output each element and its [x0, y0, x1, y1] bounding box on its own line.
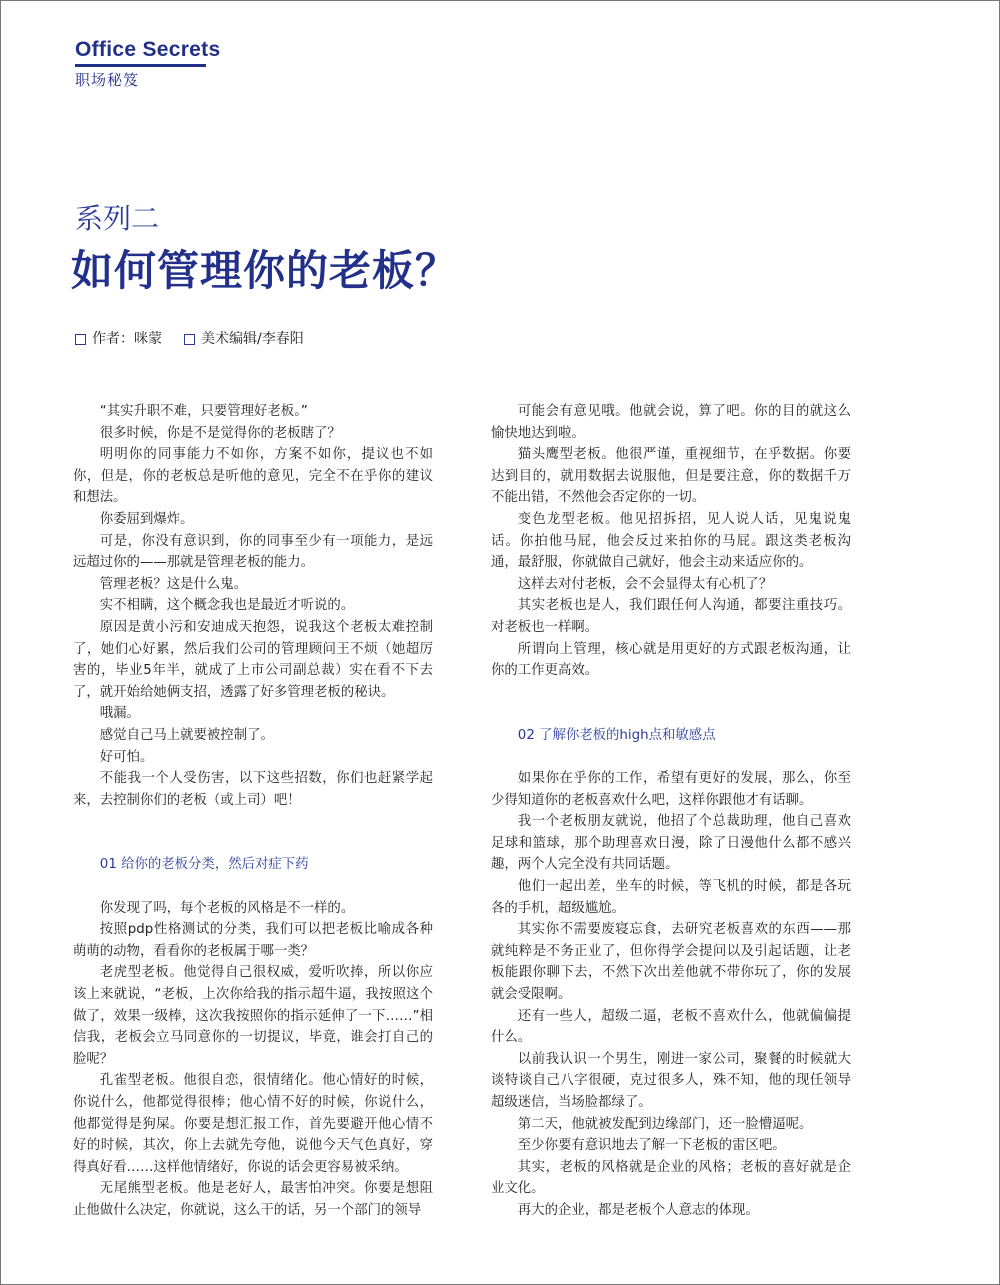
checkbox-square-icon: [184, 334, 195, 345]
paragraph: 其实你不需要废寝忘食，去研究老板喜欢的东西——那就纯粹是不务正业了，但你得学会提问以及引起话题，让老板能跟你聊下去，不然下次出差他就不带你玩了，你的发展就会受限啊。: [491, 922, 851, 1003]
paragraph: 以前我认识一个男生，刚进一家公司，聚餐的时候就大谈特谈自己八字很硬，克过很多人，殊不知，他的现任领导超级迷信，当场脸都绿了。: [491, 1051, 851, 1110]
brand-english: Office Secrets: [75, 38, 221, 61]
paragraph: 所谓向上管理，核心就是用更好的方式跟老板沟通，让你的工作更高效。: [491, 641, 851, 679]
paragraph: 明明你的同事能力不如你，方案不如你，提议也不如你，但是，你的老板总是听他的意见，完全不在乎你的建议和想法。: [73, 447, 433, 506]
series-label: 系列二: [75, 202, 160, 235]
paragraph: 变色龙型老板。他见招拆招，见人说人话，见鬼说鬼话。你拍他马屁，他会反过来拍你的马屁。跟这类老板沟通，最舒服，你就做自己就好，他会主动来适应你的。: [491, 511, 851, 571]
paragraph: 感觉自己马上就要被控制了。: [99, 727, 274, 743]
brand-underline: [75, 64, 206, 67]
paragraph: 这样去对付老板，会不会显得太有心机了？: [517, 576, 773, 592]
paragraph: 我一个老板朋友就说，他招了个总裁助理，他自己喜欢足球和篮球，那个助理喜欢日漫，除了日漫他什么都不感兴趣，两个人完全没有共同话题。: [491, 814, 851, 873]
editor-credit: 美术编辑/李春阳: [201, 331, 304, 347]
paragraph: 你发现了吗，每个老板的风格是不一样的。: [99, 900, 355, 916]
paragraph: 如果你在乎你的工作，希望有更好的发展，那么，你至少得知道你的老板喜欢什么吧，这样你跟他才有话聊。: [491, 771, 851, 808]
paragraph: 好可怕。: [99, 749, 154, 765]
paragraph: 很多时候，你是不是觉得你的老板瞎了？: [99, 425, 341, 441]
paragraph: 第二天，他就被发配到边缘部门，还一脸懵逼呢。: [517, 1116, 813, 1132]
paragraph: 可是，你没有意识到，你的同事至少有一项能力，是远远超过你的——那就是管理老板的能力。: [73, 533, 433, 571]
paragraph: 管理老板？这是什么鬼。: [99, 576, 248, 592]
paragraph: 哦漏。: [99, 706, 140, 722]
author-credit: 作者：咪蒙: [92, 331, 162, 347]
paragraph: 其实，老板的风格就是企业的风格；老板的喜好就是企业文化。: [491, 1159, 851, 1197]
article-title: 如何管理你的老板？: [71, 246, 459, 295]
section-heading-01: 01 给你的老板分类，然后对症下药: [99, 857, 309, 873]
paragraph: 猫头鹰型老板。他很严谨，重视细节，在乎数据。你要达到目的，就用数据去说服他，但是要注意，你的数据千万不能出错，不然他会否定你的一切。: [491, 447, 851, 506]
paragraph: 老虎型老板。他觉得自己很权威，爱听吹捧，所以你应该上来就说，“老板，上次你给我的指示超牛逼，我按照这个做了，效果一级棒，这次我按照你的指示延伸了一下……”相信我，老板会立马同意你的一切提议，毕竟，谁会打自己的脸呢？: [73, 965, 433, 1067]
byline: [75, 329, 304, 349]
paragraph: 再大的企业，都是老板个人意志的体现。: [517, 1202, 759, 1218]
paragraph: 按照pdp性格测试的分类，我们可以把老板比喻成各种萌萌的动物，看看你的老板属于哪一类？: [73, 922, 433, 959]
paragraph: 他们一起出差，坐车的时候，等飞机的时候，都是各玩各的手机，超级尴尬。: [491, 879, 851, 916]
brand-chinese: 职场秘笈: [75, 71, 140, 89]
paragraph: 原因是黄小污和安迪成天抱怨，说我这个老板太难控制了，她们心好累，然后我们公司的管理顾问王不烦（她超厉害的，毕业5年半，就成了上市公司副总裁）实在看不下去了，就开始给她俩支招，透露了好多管理老板的秘诀。: [73, 619, 433, 700]
paragraph: 你委屈到爆炸。: [99, 511, 194, 527]
checkbox-square-icon: [75, 334, 86, 345]
paragraph: 其实老板也是人，我们跟任何人沟通，都要注重技巧。对老板也一样啊。: [491, 598, 851, 635]
right-column: [491, 401, 851, 1222]
column-header: [75, 37, 220, 90]
section-heading-02: 02 了解你老板的high点和敏感点: [517, 727, 716, 743]
paragraph: 实不相瞒，这个概念我也是最近才听说的。: [99, 598, 355, 614]
paragraph: 可能会有意见哦。他就会说，算了吧。你的目的就这么愉快地达到啦。: [491, 404, 851, 441]
paragraph: 还有一些人，超级二逼，老板不喜欢什么，他就偏偏提什么。: [491, 1008, 851, 1046]
left-column: [73, 401, 433, 1222]
paragraph: 至少你要有意识地去了解一下老板的雷区吧。: [517, 1138, 786, 1154]
paragraph: 孔雀型老板。他很自恋，很情绪化。他心情好的时候，你说什么，他都觉得很棒；他心情不好的时候，你说什么，他都觉得是狗屎。你要是想汇报工作，首先要避开他心情不好的时候，其次，你上去就先夸他，说他今天气色真好，穿得真好看……这样他情绪好，你说的话会更容易被采纳。: [73, 1073, 433, 1175]
paragraph: 无尾熊型老板。他是老好人，最害怕冲突。你要是想阻止他做什么决定，你就说，这么干的话，另一个部门的领导: [73, 1181, 433, 1218]
paragraph: 不能我一个人受伤害，以下这些招数，你们也赶紧学起来，去控制你们的老板（或上司）吧！: [73, 771, 433, 808]
paragraph: “其实升职不难，只要管理好老板。”: [99, 404, 308, 419]
